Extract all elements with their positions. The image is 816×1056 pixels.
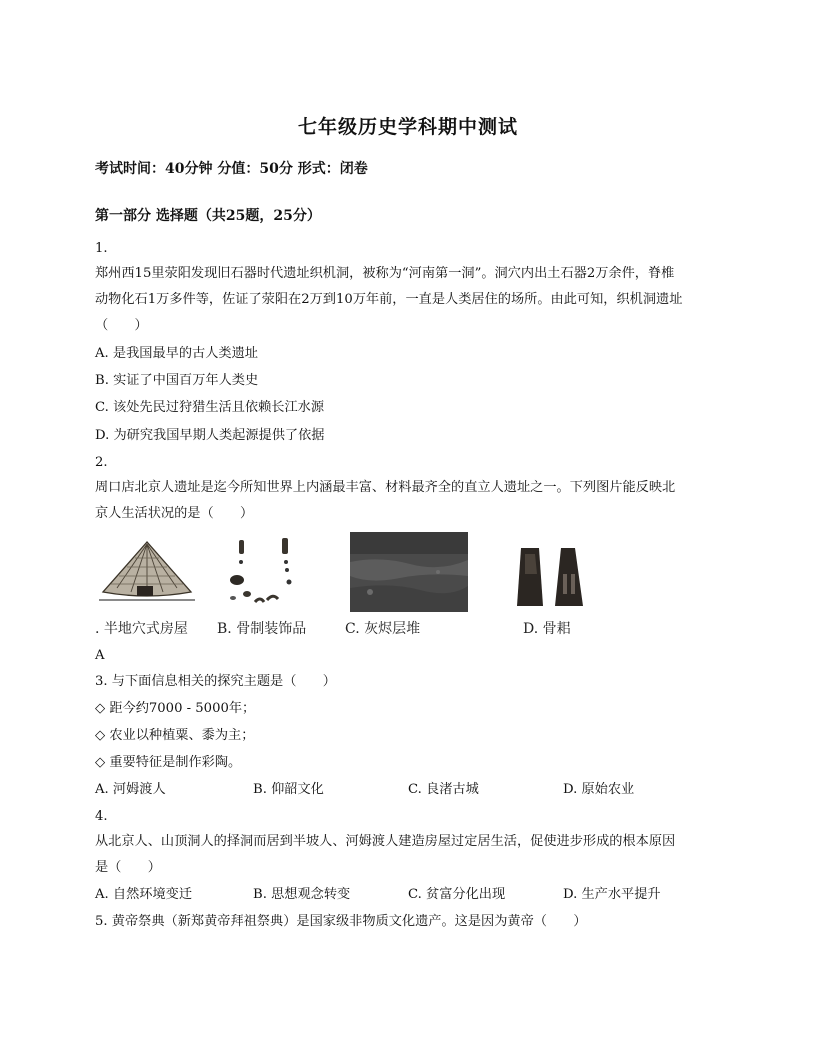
bone-si-tool-image [513, 544, 593, 612]
section-heading: 第一部分 选择题（共25题，25分） [95, 208, 321, 224]
q4-option-b: B. 思想观念转变 [253, 887, 351, 902]
q3-bullet: ◇ 重要特征是制作彩陶。 [95, 755, 242, 770]
q5-stem: 5. 黄帝祭典（新郑黄帝拜祖祭典）是国家级非物质文化遗产。这是因为黄帝（ ） [95, 914, 587, 929]
q2-number: 2. [95, 455, 108, 470]
q2-answer: A [95, 648, 105, 663]
q4-stem-line: 是（ ） [95, 860, 161, 875]
q3-stem: 3. 与下面信息相关的探究主题是（ ） [95, 674, 336, 689]
q1-option-a: A. 是我国最早的古人类遗址 [95, 346, 258, 361]
q2-image-label-d: D. 骨耜 [523, 621, 571, 637]
q4-option-a: A. 自然环境变迁 [95, 887, 193, 902]
q2-image-label-c: C. 灰烬层堆 [345, 621, 421, 637]
q4-options [95, 885, 695, 905]
q3-option-d: D. 原始农业 [563, 782, 635, 797]
q2-image-options [95, 532, 615, 642]
q1-option-d: D. 为研究我国早期人类起源提供了依据 [95, 428, 325, 443]
q1-option-c: C. 该处先民过狩猎生活且依赖长江水源 [95, 400, 325, 415]
q4-stem-line: 从北京人、山顶洞人的择洞而居到半坡人、河姆渡人建造房屋过定居生活，促使进步形成的根本原因 [95, 834, 676, 849]
q3-options [95, 780, 655, 800]
q1-stem-line: 动物化石1万多件等，佐证了荥阳在2万到10万年前，一直是人类居住的场所。由此可知，织机洞遗址 [95, 292, 683, 307]
q3-bullet: ◇ 距今约7000 - 5000年； [95, 701, 256, 716]
q1-option-b: B. 实证了中国百万年人类史 [95, 373, 259, 388]
ash-layer-image [350, 532, 468, 612]
q2-stem-line: 周口店北京人遗址是迄今所知世界上内涵最丰富、材料最齐全的直立人遗址之一。下列图片能反映北 [95, 480, 676, 495]
q3-option-a: A. 河姆渡人 [95, 782, 166, 797]
q4-number: 4. [95, 809, 108, 824]
q4-option-c: C. 贫富分化出现 [408, 887, 506, 902]
q1-stem-line: 郑州西15里荥阳发现旧石器时代遗址织机洞，被称为“河南第一洞”。洞穴内出土石器2万余件，脊椎 [95, 266, 675, 281]
q4-option-d: D. 生产水平提升 [563, 887, 661, 902]
q1-number: 1. [95, 241, 108, 256]
q2-image-label-b: B. 骨制装饰品 [217, 621, 307, 637]
q2-image-label-a: . 半地穴式房屋 [95, 621, 188, 637]
q3-option-c: C. 良渚古城 [408, 782, 479, 797]
q3-bullet: ◇ 农业以种植粟、黍为主； [95, 728, 255, 743]
bone-ornaments-image [217, 536, 307, 614]
q1-stem-line: （ ） [95, 318, 148, 333]
page-title: 七年级历史学科期中测试 [297, 116, 518, 138]
q2-stem-line: 京人生活状况的是（ ） [95, 506, 254, 521]
semi-subterranean-house-image [97, 540, 197, 610]
q3-option-b: B. 仰韶文化 [253, 782, 324, 797]
exam-meta: 考试时间：40分钟 分值：50分 形式：闭卷 [95, 161, 368, 177]
